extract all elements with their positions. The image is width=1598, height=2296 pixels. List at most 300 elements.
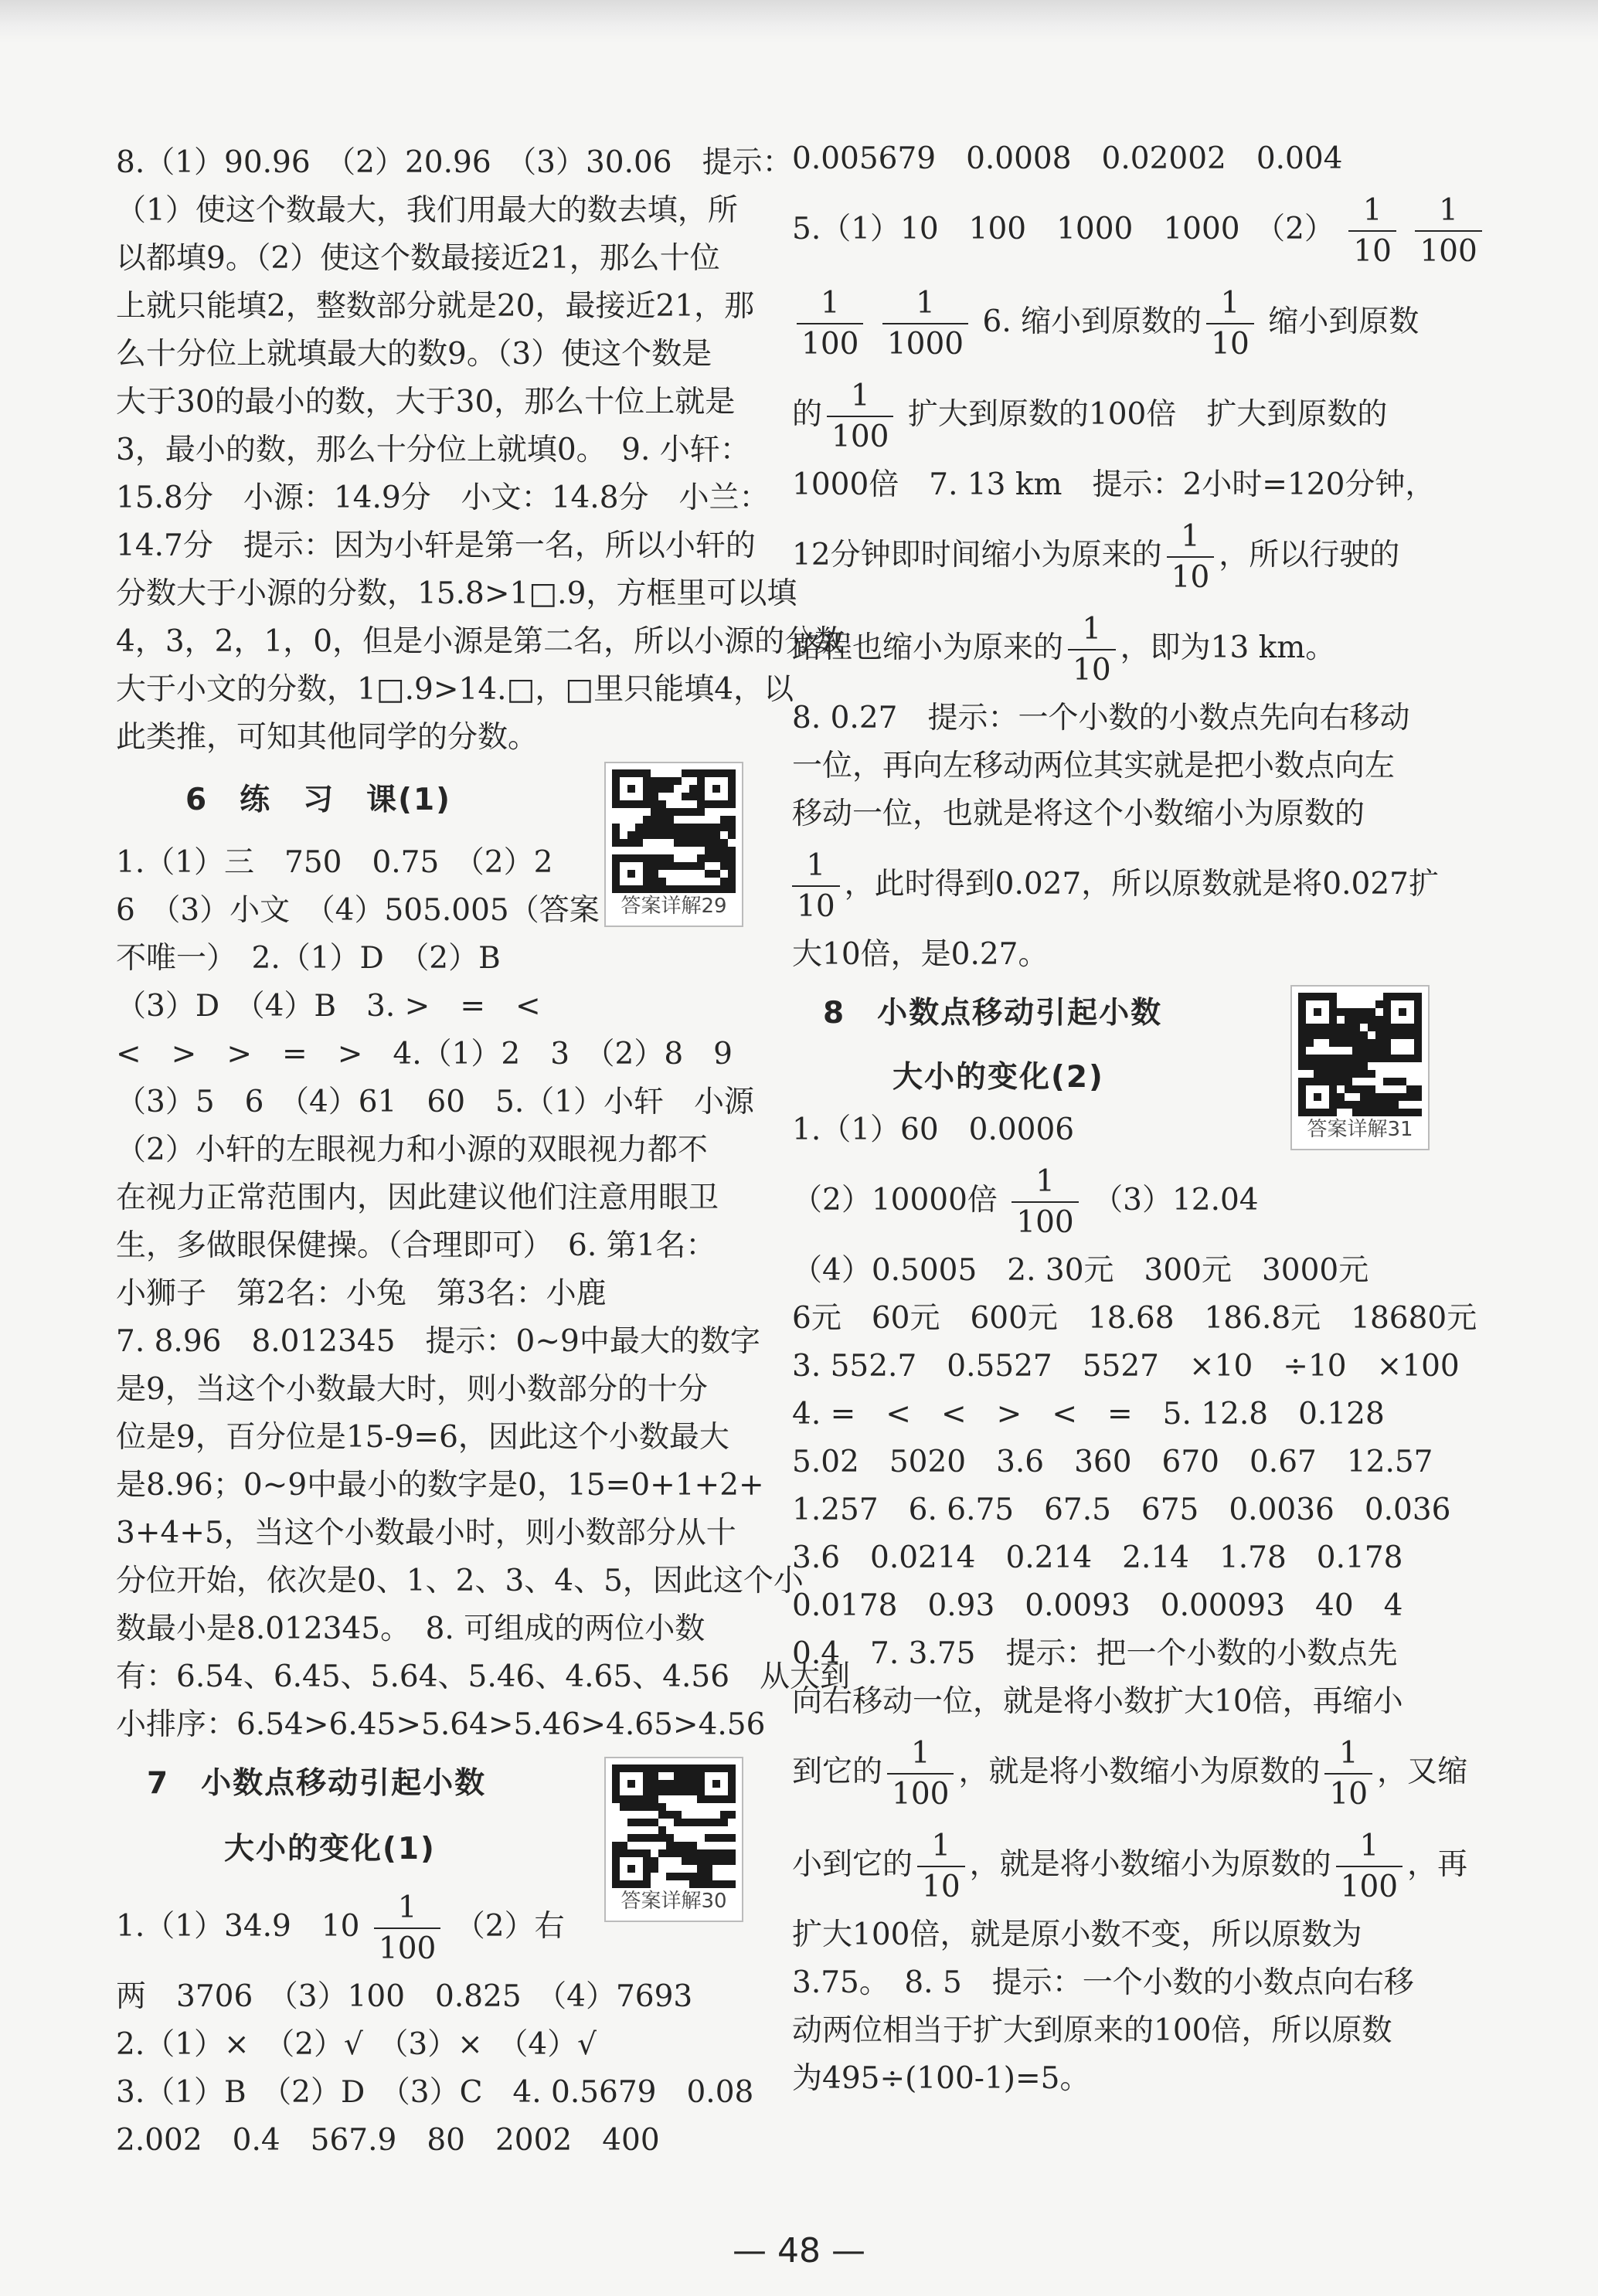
qr-module [666,1764,674,1772]
qr-module [1399,1062,1406,1070]
qr-module [627,1788,635,1795]
qr-module [651,1849,658,1857]
qr-module [1345,1109,1352,1116]
qr-module [1337,1093,1345,1101]
qr-module [1298,1000,1306,1008]
qr-module [1337,1024,1345,1031]
qr-module [1414,1024,1422,1031]
qr-module [1360,1047,1368,1055]
qr-module [1375,1039,1383,1047]
qr-module [705,777,712,785]
qr-module [643,1795,651,1803]
fraction-denominator: 1000 [882,323,968,359]
qr-module [651,878,658,885]
qr-module [728,824,736,831]
qr-module [1314,1055,1321,1062]
text-line: 8. 0.27 提示：一个小数的小数点先向右移动 [792,701,1410,735]
fraction-denominator: 10 [1206,323,1254,359]
qr-module [712,1772,720,1780]
qr-module [1414,1055,1422,1062]
qr-module [1383,1047,1391,1055]
qr-module [635,1880,643,1888]
qr-module [1321,1031,1329,1039]
text-line-with-fraction [792,1154,1441,1247]
fraction-denominator: 100 [1336,1866,1402,1902]
qr-module [612,831,620,839]
qr-module [1391,1093,1399,1101]
text-line: 3. 552.7 0.5527 5527 ×10 ÷10 ×100 [792,1349,1460,1384]
qr-module [620,777,627,785]
qr-module [1368,1070,1375,1078]
text-fragment: ，此时得到0.027，所以原数就是将0.027扩 [844,867,1439,902]
fraction [1012,1164,1078,1240]
qr-module [1399,1085,1406,1093]
qr-module [705,878,712,885]
qr-module [674,878,682,885]
qr-module [712,769,720,777]
qr-module [1329,1093,1337,1101]
qr-module [705,824,712,831]
qr-module [682,1873,689,1880]
qr-module [620,862,627,870]
qr-module [712,1826,720,1834]
qr-module [720,862,728,870]
qr-caption: 答案详解30 [620,1890,727,1913]
qr-module [1345,1039,1352,1047]
qr-module [612,839,620,847]
qr-module [627,1780,635,1788]
qr-module [666,800,674,808]
qr-module [658,785,666,793]
qr-module [1414,1008,1422,1016]
text-line: 1.（1）三 750 0.75 （2）2 [116,845,553,880]
qr-module [705,847,712,854]
qr-module [1345,1000,1352,1008]
qr-module [1406,1085,1414,1093]
fraction-denominator: 10 [1068,649,1116,685]
qr-module [682,785,689,793]
qr-module [1383,1109,1391,1116]
qr-module [1314,1008,1321,1016]
qr-module [627,854,635,862]
qr-module [651,862,658,870]
text-fragment: （2）10000倍 [792,1183,998,1218]
qr-module [1414,1062,1422,1070]
qr-module [1352,1085,1360,1093]
qr-module [643,1764,651,1772]
qr-module [1314,1085,1321,1093]
qr-module [612,1826,620,1834]
qr-module [674,870,682,878]
qr-module [1352,1039,1360,1047]
qr-code-section-6[interactable] [604,762,743,927]
qr-module [1306,1078,1314,1085]
fraction-numerator: 1 [806,848,826,883]
qr-module [1337,1047,1345,1055]
qr-module [620,1826,627,1834]
qr-module [635,1795,643,1803]
qr-module [1375,1055,1383,1062]
qr-module [635,816,643,824]
qr-module [705,1819,712,1826]
qr-module [720,1803,728,1811]
qr-module [1406,1039,1414,1047]
qr-module [1391,1016,1399,1024]
qr-module [689,1795,697,1803]
qr-module [1360,1085,1368,1093]
qr-module [612,1865,620,1873]
qr-module [720,769,728,777]
qr-module [1391,1039,1399,1047]
qr-module [666,1803,674,1811]
qr-module [666,1788,674,1795]
qr-module [720,1819,728,1826]
qr-module [682,1849,689,1857]
qr-module [1298,1093,1306,1101]
qr-module [666,831,674,839]
qr-module [1298,1062,1306,1070]
qr-module [643,777,651,785]
qr-module [682,1880,689,1888]
qr-module [651,1772,658,1780]
qr-module [682,816,689,824]
qr-module [697,785,705,793]
qr-module [705,1865,712,1873]
text-fragment: 1.（1）34.9 10 [116,1909,360,1944]
qr-module [1314,1078,1321,1085]
qr-module [728,1772,736,1780]
text-line: 3.（1）B （2）D （3）C 4. 0.5679 0.08 [116,2075,754,2110]
qr-module [728,785,736,793]
text-line-with-fraction [792,369,1441,461]
qr-module [1360,1016,1368,1024]
qr-module [666,1834,674,1842]
qr-module [728,831,736,839]
qr-module [1329,1070,1337,1078]
qr-module [627,1819,635,1826]
qr-module [682,839,689,847]
qr-module [666,862,674,870]
qr-module [658,1865,666,1873]
qr-module [620,1857,627,1865]
qr-module [666,1880,674,1888]
qr-module [643,1826,651,1834]
qr-module [612,777,620,785]
qr-module [643,854,651,862]
qr-module [643,793,651,800]
qr-module [674,839,682,847]
qr-module [712,1811,720,1819]
qr-module [705,862,712,870]
qr-module [712,847,720,854]
qr-module [728,1811,736,1819]
qr-module [1368,1024,1375,1031]
qr-module [728,1803,736,1811]
qr-module [666,793,674,800]
qr-module [705,1880,712,1888]
qr-module [1383,1093,1391,1101]
text-line: 两 3706 （3）100 0.825 （4）7693 [116,1979,693,2014]
qr-module [627,831,635,839]
qr-module [643,1788,651,1795]
qr-code-icon [612,769,736,893]
fraction-numerator: 1 [916,286,935,321]
qr-module [674,824,682,831]
qr-module [651,777,658,785]
qr-module [1406,1109,1414,1116]
qr-module [674,854,682,862]
qr-module [666,1772,674,1780]
text-line: 小排序：6.54>6.45>5.64>5.46>4.65>4.56 [116,1707,766,1742]
qr-module [1399,1039,1406,1047]
qr-module [666,824,674,831]
qr-module [689,870,697,878]
qr-module [1337,1078,1345,1085]
qr-module [1329,1109,1337,1116]
qr-module [1414,1109,1422,1116]
qr-module [712,1865,720,1873]
qr-module [1391,1078,1399,1085]
qr-module [1360,1000,1368,1008]
qr-module [627,769,635,777]
qr-module [635,1842,643,1849]
qr-module [643,862,651,870]
text-line: 小狮子 第2名：小兔 第3名：小鹿 [116,1276,607,1311]
qr-module [658,862,666,870]
qr-module [697,1811,705,1819]
qr-module [705,1811,712,1819]
qr-code-section-8[interactable] [1290,985,1430,1150]
section-7-subtitle: 大小的变化(1) [224,1832,436,1866]
qr-module [620,1819,627,1826]
qr-module [1368,1031,1375,1039]
qr-module [1314,1031,1321,1039]
qr-module [682,854,689,862]
text-line: 2.（1）× （2）√ （3）× （4）√ [116,2027,597,2062]
qr-module [635,1803,643,1811]
text-line: （3）5 6 （4）61 60 5.（1）小轩 小源 [116,1085,755,1119]
qr-module [635,839,643,847]
qr-module [1329,1101,1337,1109]
qr-module [635,808,643,816]
qr-module [682,1811,689,1819]
qr-module [674,1842,682,1849]
qr-module [1352,1062,1360,1070]
qr-module [1414,1016,1422,1024]
text-line: 扩大100倍，就是原小数不变，所以原数为 [792,1917,1362,1952]
qr-module [712,800,720,808]
qr-module [1383,1085,1391,1093]
text-line-with-fraction [792,1819,1468,1911]
qr-module [651,854,658,862]
fraction [1415,195,1481,267]
qr-module [635,1834,643,1842]
qr-module [682,777,689,785]
qr-module [1345,1093,1352,1101]
qr-module [689,1857,697,1865]
qr-module [1337,993,1345,1000]
qr-module [689,1764,697,1772]
qr-module [643,1772,651,1780]
qr-module [643,839,651,847]
qr-module [682,1857,689,1865]
qr-module [705,785,712,793]
qr-module [1329,1016,1337,1024]
qr-module [643,1834,651,1842]
qr-code-icon [1298,993,1422,1116]
qr-module [635,1865,643,1873]
qr-module [658,839,666,847]
qr-module [1406,1031,1414,1039]
qr-module [697,1764,705,1772]
qr-module [697,824,705,831]
qr-module [658,1873,666,1880]
text-fragment: ，所以行驶的 [1219,538,1400,572]
qr-module [643,1819,651,1826]
qr-module [712,1857,720,1865]
qr-module [1314,1024,1321,1031]
qr-module [643,1873,651,1880]
qr-module [627,1826,635,1834]
qr-module [1298,1085,1306,1093]
qr-module [627,1857,635,1865]
qr-module [705,870,712,878]
fraction [792,848,840,924]
qr-module [643,816,651,824]
qr-module [728,1764,736,1772]
qr-module [1329,1031,1337,1039]
qr-module [674,785,682,793]
qr-module [627,777,635,785]
text-line: 一位，再向左移动两位其实就是把小数点向左 [792,749,1396,783]
qr-module [705,1772,712,1780]
qr-module [620,1849,627,1857]
qr-module [666,816,674,824]
qr-module [1345,1055,1352,1062]
qr-module [1329,1039,1337,1047]
qr-module [697,839,705,847]
qr-module [728,1834,736,1842]
qr-module [1383,1000,1391,1008]
qr-module [705,854,712,862]
qr-module [1414,1070,1422,1078]
qr-module [612,854,620,862]
qr-module [620,870,627,878]
qr-module [689,878,697,885]
qr-module [1406,1078,1414,1085]
qr-module [1406,993,1414,1000]
qr-module [651,785,658,793]
qr-module [1314,1000,1321,1008]
qr-module [1360,993,1368,1000]
qr-module [612,862,620,870]
fraction-numerator: 1 [1359,1829,1379,1863]
qr-module [643,785,651,793]
qr-module [612,1880,620,1888]
qr-module [728,793,736,800]
qr-module [728,816,736,824]
qr-module [1383,1031,1391,1039]
text-fragment: ，就是将小数缩小为原数的 [958,1754,1321,1789]
qr-module [705,839,712,847]
qr-module [666,847,674,854]
qr-module [627,1772,635,1780]
qr-module [1360,1109,1368,1116]
text-fragment: 到它的 [792,1754,883,1789]
qr-module [1306,1093,1314,1101]
qr-module [1368,1078,1375,1085]
fraction-denominator: 10 [917,1866,965,1902]
fraction-numerator: 1 [1035,1164,1055,1199]
qr-module [720,854,728,862]
answer-block-5 [792,1911,1441,2103]
fraction [1336,1831,1402,1902]
qr-module [620,1834,627,1842]
qr-module [635,793,643,800]
qr-module [1345,1024,1352,1031]
qr-module [1298,1039,1306,1047]
qr-module [720,824,728,831]
qr-module [658,847,666,854]
qr-module [1406,1008,1414,1016]
text-line: 7. 8.96 8.012345 提示：0~9中最大的数字 [116,1324,760,1359]
qr-module [1414,1039,1422,1047]
qr-module [1337,1070,1345,1078]
text-line: 分数大于小源的分数，15.8>1□.9，方框里可以填 [116,576,797,611]
qr-module [635,769,643,777]
qr-module [620,854,627,862]
qr-module [1414,1085,1422,1093]
qr-module [666,1849,674,1857]
qr-module [1391,1031,1399,1039]
qr-module [728,847,736,854]
qr-module [643,1849,651,1857]
page-number: — 48 — [733,2231,865,2271]
qr-module [635,824,643,831]
qr-module [666,870,674,878]
qr-module [620,800,627,808]
qr-module [1414,1031,1422,1039]
qr-module [612,824,620,831]
qr-module [1406,1101,1414,1109]
qr-module [612,1788,620,1795]
qr-module [666,769,674,777]
qr-module [1321,1062,1329,1070]
qr-module [712,1795,720,1803]
qr-module [1360,1078,1368,1085]
qr-code-section-7[interactable] [604,1757,743,1922]
text-fragment: 路程也缩小为原来的 [792,630,1064,665]
fraction-numerator: 1 [1362,193,1382,228]
qr-module [712,785,720,793]
qr-module [1298,1078,1306,1085]
qr-module [643,769,651,777]
fraction-numerator: 1 [910,1736,930,1771]
qr-module [658,1788,666,1795]
text-line: （2）小轩的左眼视力和小源的双眼视力都不 [116,1133,708,1167]
qr-module [697,1788,705,1795]
qr-module [697,1772,705,1780]
fraction-denominator: 10 [1167,556,1215,593]
qr-module [627,824,635,831]
qr-module [720,839,728,847]
qr-module [682,1803,689,1811]
qr-module [720,808,728,816]
qr-module [635,885,643,893]
qr-module [635,831,643,839]
qr-module [666,785,674,793]
qr-module [1360,1093,1368,1101]
